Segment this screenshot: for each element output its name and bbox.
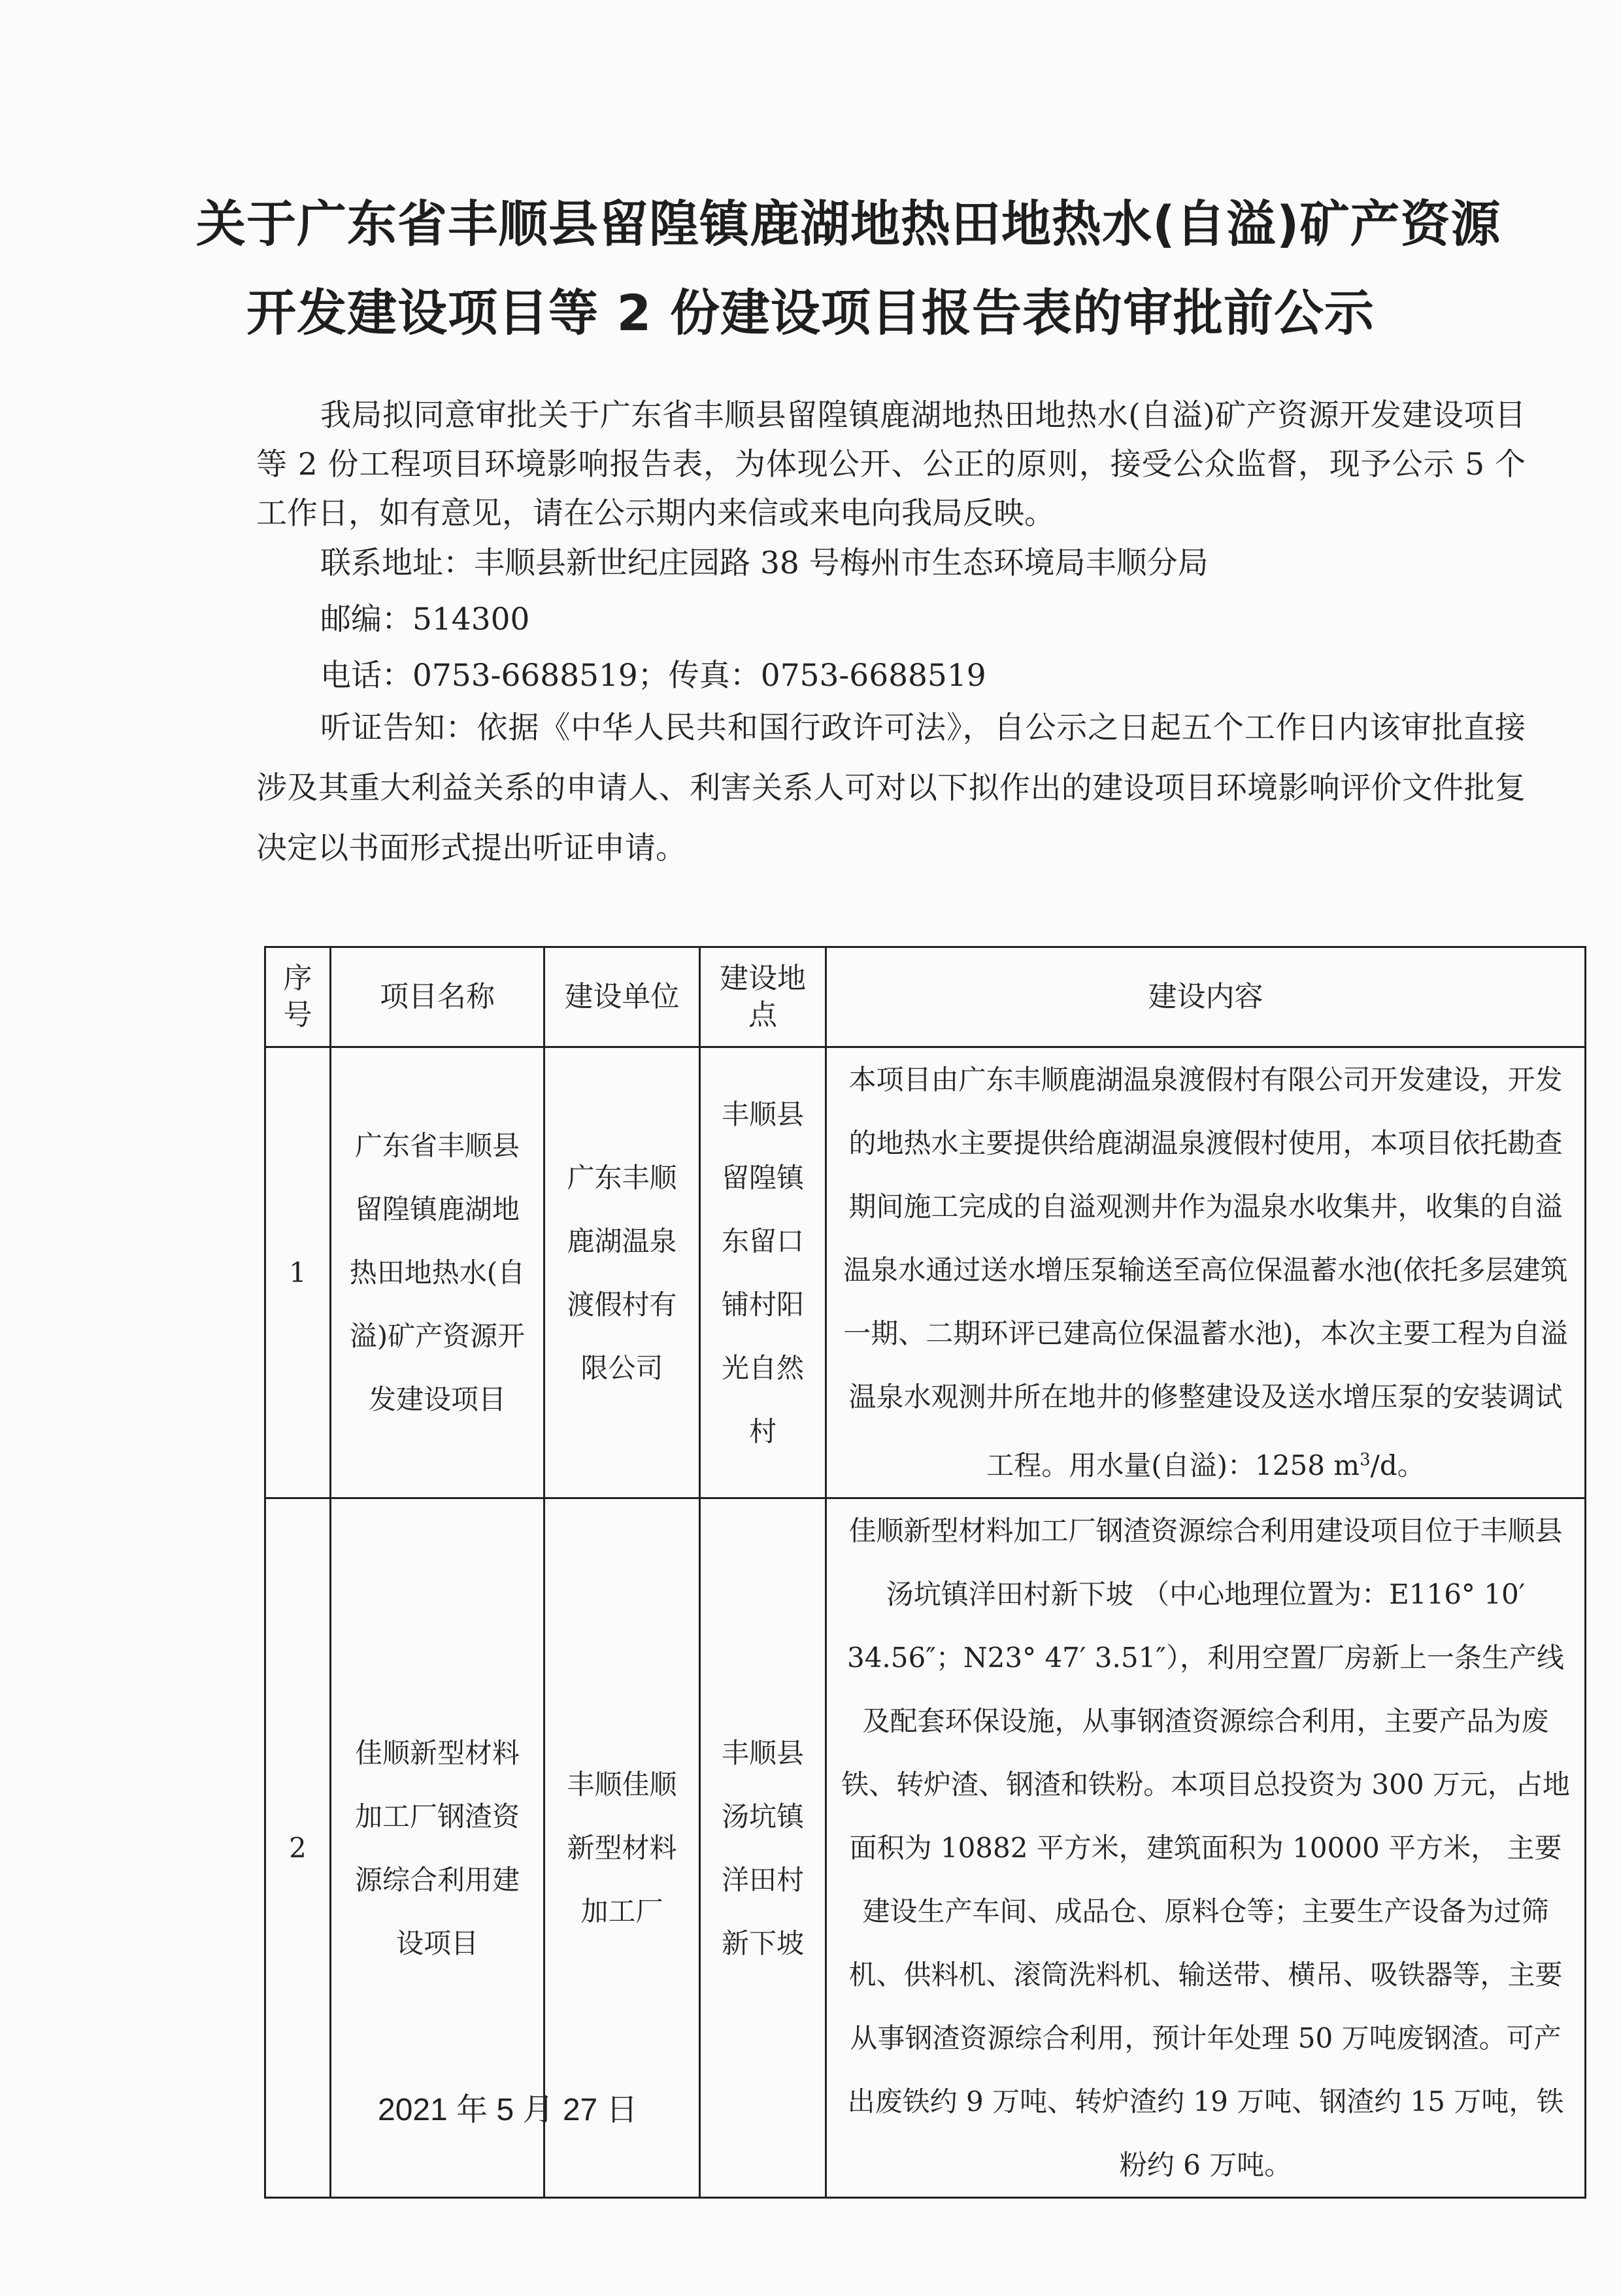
row-no: 2	[265, 1498, 331, 2198]
header-construction-site: 建设地点	[700, 947, 826, 1047]
row-project-name: 广东省丰顺县留隍镇鹿湖地热田地热水(自溢)矿产资源开发建设项目	[331, 1047, 544, 1498]
row-construction-site: 丰顺县留隍镇东留口铺村阳光自然村	[700, 1047, 826, 1498]
row-project-name: 佳顺新型材料加工厂钢渣资源综合利用建设项目	[331, 1498, 544, 2198]
intro-paragraph: 我局拟同意审批关于广东省丰顺县留隍镇鹿湖地热田地热水(自溢)矿产资源开发建设项目等 2 份工程项目环境影响报告表，为体现公开、公正的原则，接受公众监督，现予公示 5 个工作日，如有意见，请在公示期内来信或来电向我局反映。	[256, 397, 1526, 532]
row-content-superscript: 3	[1360, 1450, 1371, 1470]
contact-postcode: 邮编：514300	[320, 601, 530, 637]
header-no: 序号	[265, 947, 331, 1047]
table-row	[265, 1047, 1586, 1498]
row-construction-site: 丰顺县汤坑镇洋田村新下坡	[700, 1498, 826, 2198]
hearing-notice-paragraph: 听证告知：依据《中华人民共和国行政许可法》，自公示之日起五个工作日内该审批直接涉及其重大利益关系的申请人、利害关系人可对以下拟作出的建设项目环境影响评价文件批复决定以书面形式提出听证申请。	[256, 710, 1526, 866]
row-content-text: 本项目由广东丰顺鹿湖温泉渡假村有限公司开发建设，开发的地热水主要提供给鹿湖温泉渡假村使用，本项目依托勘查期间施工完成的自溢观测井作为温泉水收集井，收集的自溢温泉水通过送水增压泵输送至高位保温蓄水池(依托多层建筑一期、二期环评已建高位保温蓄水池)，本次主要工程为自溢温泉水观测井所在地井的修整建设及送水增压泵的安装调试工程。用水量(自溢)：1258 m	[843, 1064, 1568, 1481]
row-construction-content	[826, 1047, 1586, 1498]
header-construction-content: 建设内容	[826, 947, 1586, 1047]
project-table	[264, 946, 1586, 2199]
row-content-tail: /d。	[1370, 1449, 1425, 1481]
table-header-row	[265, 947, 1586, 1047]
row-no: 1	[265, 1047, 331, 1498]
header-construction-unit: 建设单位	[544, 947, 700, 1047]
notice-title-line-1: 关于广东省丰顺县留隍镇鹿湖地热田地热水(自溢)矿产资源	[196, 195, 1501, 253]
row-construction-content: 佳顺新型材料加工厂钢渣资源综合利用建设项目位于丰顺县汤坑镇洋田村新下坡 （中心地理位置为：E116° 10′ 34.56″；N23° 47′ 3.51″），利用空置厂房新上一条生产线及配套环保设施，从事钢渣资源综合利用，主要产品为废铁、转炉渣、钢渣和铁粉。本项目总投资为 300 万元，占地面积为 10882 平方米，建筑面积为 10000 平方米， 主要建设生产车间、成品仓、原料仓等；主要生产设备为过筛机、供料机、滚筒洗料机、输送带、横吊、吸铁器等，主要从事钢渣资源综合利用，预计年处理 50 万吨废钢渣。可产出废铁约 9 万吨、转炉渣约 19 万吨、钢渣约 15 万吨，铁粉约 6 万吨。	[826, 1498, 1586, 2198]
notice-title-line-2: 开发建设项目等 2 份建设项目报告表的审批前公示	[246, 284, 1375, 342]
contact-address: 联系地址：丰顺县新世纪庄园路 38 号梅州市生态环境局丰顺分局	[320, 545, 1209, 581]
row-construction-unit: 丰顺佳顺新型材料加工厂	[544, 1498, 700, 2198]
row-construction-unit: 广东丰顺鹿湖温泉渡假村有限公司	[544, 1047, 700, 1498]
contact-phone: 电话：0753-6688519；传真：0753-6688519	[320, 658, 986, 694]
header-project-name: 项目名称	[331, 947, 544, 1047]
notice-date: 2021 年 5 月 27 日	[378, 2093, 638, 2127]
